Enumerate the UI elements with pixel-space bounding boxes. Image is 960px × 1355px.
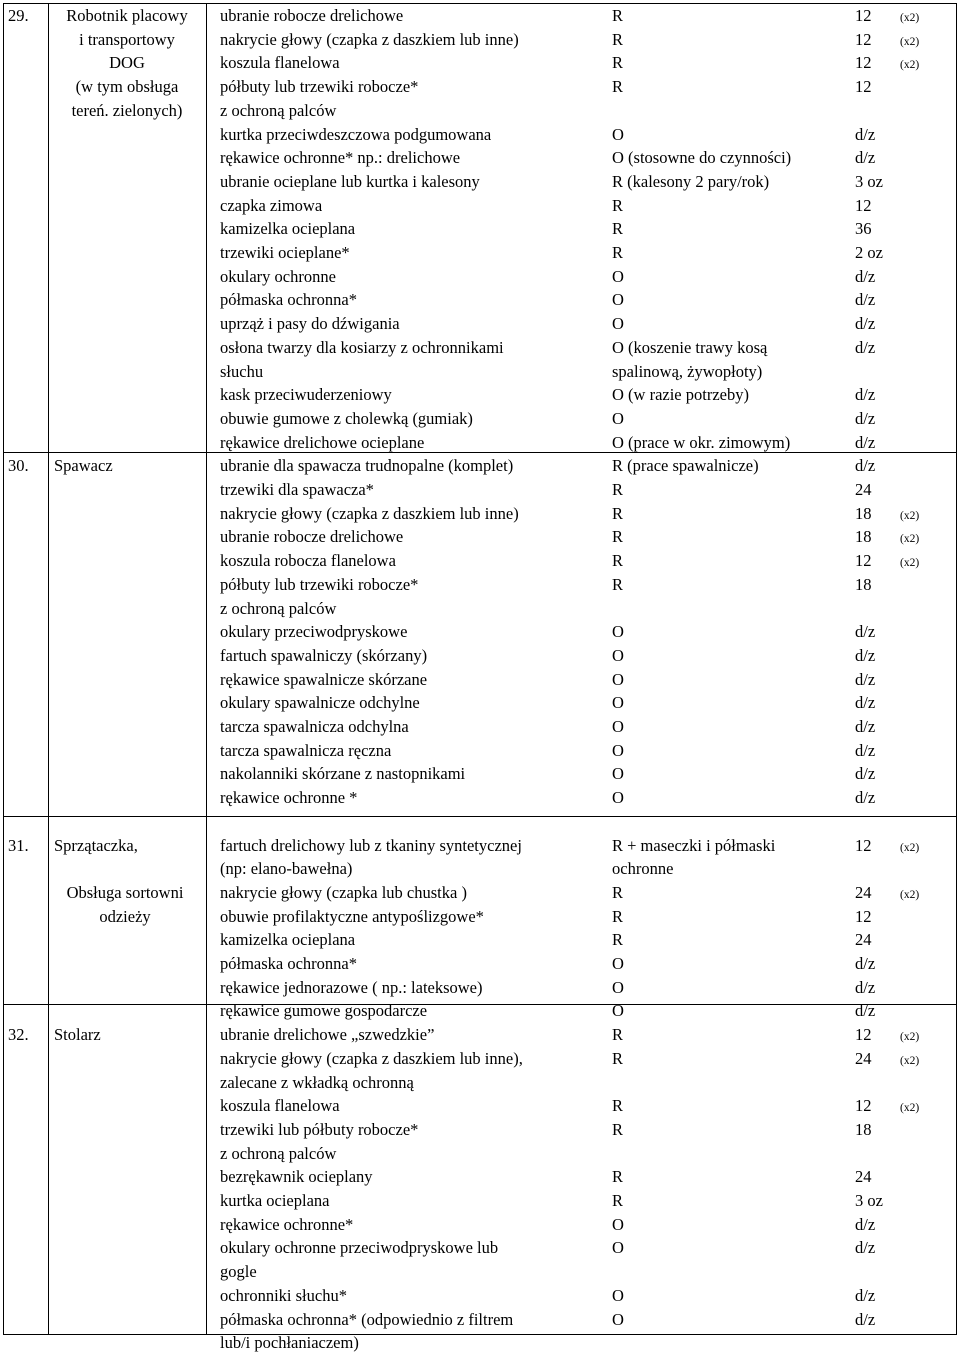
job-title-line: Robotnik placowy	[66, 6, 188, 25]
usage-period: 24	[855, 1167, 872, 1187]
issue-type: O (stosowne do czynności)	[612, 148, 792, 168]
usage-period: d/z	[855, 1309, 876, 1329]
usage-period: d/z	[855, 693, 876, 713]
item-name: rękawice ochronne*	[220, 1214, 354, 1234]
issue-type: O	[612, 314, 624, 334]
item-name: okulary przeciwodpryskowe	[220, 622, 408, 642]
usage-period: 36	[855, 219, 872, 239]
usage-period: 12	[855, 1096, 872, 1116]
usage-period: d/z	[855, 764, 876, 784]
quantity-note: (x2)	[900, 12, 920, 24]
item-name: koszula flanelowa	[220, 1096, 340, 1116]
usage-period: d/z	[855, 314, 876, 334]
issue-type: R	[612, 243, 624, 262]
usage-period: d/z	[855, 337, 876, 357]
issue-type: R	[612, 29, 624, 49]
item-name: półmaska ochronna*	[220, 954, 358, 973]
item-name: fartuch spawalniczy (skórzany)	[220, 645, 428, 665]
usage-period: 12	[855, 551, 872, 571]
usage-period: 12	[855, 53, 872, 73]
row-number: 30.	[8, 456, 29, 476]
issue-type: spalinową, żywopłoty)	[612, 361, 763, 381]
usage-period: 24	[855, 480, 872, 499]
item-name: nakrycie głowy (czapka z daszkiem lub inne)	[220, 29, 519, 49]
item-name: ubranie ocieplane lub kurtka i kalesony	[220, 171, 480, 191]
item-name: kurtka przeciwdeszczowa podgumowana	[220, 124, 492, 144]
issue-type: R	[612, 882, 624, 902]
usage-period: d/z	[855, 266, 876, 286]
item-name: bezrękawnik ocieplany	[220, 1167, 373, 1187]
issue-type: O	[612, 954, 624, 973]
issue-type: R	[612, 906, 624, 926]
quantity-note: (x2)	[900, 1054, 920, 1067]
item-name: tarcza spawalnicza odchylna	[220, 717, 409, 736]
usage-period: 12	[855, 195, 872, 215]
usage-period: 12	[855, 6, 872, 25]
usage-period: 18	[855, 527, 872, 547]
issue-type: R	[612, 551, 624, 571]
item-name: rękawice jednorazowe ( np.: lateksowe)	[220, 977, 483, 997]
usage-period: d/z	[855, 1285, 876, 1305]
item-name: rękawice drelichowe ocieplane	[220, 432, 425, 452]
usage-period: d/z	[855, 456, 876, 476]
issue-type: R	[612, 574, 624, 594]
usage-period: 18	[855, 1119, 872, 1139]
issue-type: R	[612, 527, 624, 547]
usage-period: d/z	[855, 124, 876, 144]
quantity-note: (x2)	[900, 888, 920, 901]
quantity-note: (x2)	[900, 509, 920, 522]
usage-period: d/z	[855, 385, 876, 405]
quantity-note: (x2)	[900, 59, 920, 72]
issue-type: O	[612, 622, 624, 642]
usage-period: 18	[855, 574, 872, 594]
issue-type: R	[612, 1167, 624, 1187]
item-name: fartuch drelichowy lub z tkaniny syntetycznej	[220, 835, 522, 855]
item-name: uprząż i pasy do dźwigania	[220, 314, 400, 334]
item-name: osłona twarzy dla kosiarzy z ochronnikami	[220, 337, 504, 357]
item-name: trzewiki dla spawacza*	[220, 480, 374, 499]
quantity-note: (x2)	[900, 841, 920, 854]
issue-type: R (kalesony 2 pary/rok)	[612, 171, 770, 191]
item-name: nakrycie głowy (czapka z daszkiem lub inne)	[220, 503, 519, 523]
job-title-line: Sprzątaczka,	[54, 835, 138, 855]
job-title-line: (w tym obsługa	[75, 77, 179, 97]
item-name: koszula robocza flanelowa	[220, 551, 396, 571]
issue-type: O	[612, 740, 624, 760]
usage-period: d/z	[855, 740, 876, 760]
usage-period: d/z	[855, 954, 876, 973]
usage-period: d/z	[855, 622, 876, 642]
issue-type: O (w razie potrzeby)	[612, 385, 749, 405]
issue-type: O	[612, 1309, 624, 1329]
item-name: trzewiki ocieplane*	[220, 243, 350, 262]
issue-type: O	[612, 1214, 624, 1234]
item-name: rękawice ochronne* np.: drelichowe	[220, 148, 461, 168]
issue-type: R	[612, 6, 624, 25]
item-name: kurtka ocieplana	[220, 1191, 330, 1210]
issue-type: R	[612, 1191, 624, 1210]
usage-period: d/z	[855, 977, 876, 997]
job-title-line: Spawacz	[54, 456, 113, 476]
job-title-line: odzieży	[99, 906, 151, 926]
issue-type: O	[612, 717, 624, 736]
usage-period: d/z	[855, 1001, 876, 1021]
item-name: ubranie robocze drelichowe	[220, 6, 404, 25]
item-name: czapka zimowa	[220, 195, 323, 215]
usage-period: d/z	[855, 290, 876, 310]
issue-type: O	[612, 788, 624, 808]
issue-type: R + maseczki i półmaski	[612, 835, 776, 855]
item-name: ochronniki słuchu*	[220, 1285, 347, 1305]
issue-type: O	[612, 124, 624, 144]
usage-period: 3 oz	[855, 1191, 883, 1210]
issue-type: R	[612, 53, 624, 73]
usage-period: 24	[855, 882, 872, 902]
usage-period: d/z	[855, 717, 876, 736]
item-name: półbuty lub trzewiki robocze*	[220, 574, 419, 594]
quantity-note: (x2)	[900, 35, 920, 48]
item-name: z ochroną palców	[220, 1143, 337, 1163]
usage-period: d/z	[855, 432, 876, 452]
item-name: nakrycie głowy (czapka lub chustka )	[220, 882, 467, 902]
item-name: z ochroną palców	[220, 100, 337, 120]
usage-period: 18	[855, 503, 872, 523]
item-name: ubranie robocze drelichowe	[220, 527, 404, 547]
issue-type: O	[612, 764, 624, 784]
item-name: ubranie dla spawacza trudnopalne (komplet)	[220, 456, 514, 476]
issue-type: O	[612, 645, 624, 665]
job-title-line: i transportowy	[79, 29, 175, 49]
item-name: nakolanniki skórzane z nastopnikami	[220, 764, 466, 784]
row-number: 29.	[8, 6, 29, 25]
usage-period: 12	[855, 77, 872, 97]
item-name: okulary spawalnicze odchylne	[220, 693, 420, 713]
issue-type: O (koszenie trawy kosą	[612, 337, 768, 357]
item-name: tarcza spawalnicza ręczna	[220, 740, 392, 760]
usage-period: d/z	[855, 1214, 876, 1234]
issue-type: ochronne	[612, 859, 674, 879]
issue-type: R	[612, 1048, 624, 1068]
issue-type: R	[612, 195, 624, 215]
usage-period: d/z	[855, 788, 876, 808]
issue-type: O	[612, 1285, 624, 1305]
usage-period: d/z	[855, 645, 876, 665]
quantity-note: (x2)	[900, 1102, 920, 1115]
quantity-note: (x2)	[900, 557, 920, 570]
item-name: gogle	[220, 1262, 257, 1282]
item-name: zalecane z wkładką ochronną	[220, 1072, 414, 1092]
item-name: półmaska ochronna* (odpowiednio z filtrem	[220, 1309, 514, 1329]
item-name: rękawice spawalnicze skórzane	[220, 669, 428, 689]
item-name: okulary ochronne	[220, 266, 336, 286]
column-divider	[206, 3, 207, 1335]
usage-period: d/z	[855, 669, 876, 689]
item-name: koszula flanelowa	[220, 53, 340, 73]
job-title-line: tereń. zielonych)	[71, 100, 183, 120]
item-name: z ochroną palców	[220, 598, 337, 618]
usage-period: d/z	[855, 408, 876, 428]
item-name: ubranie drelichowe „szwedzkie”	[220, 1025, 435, 1045]
issue-type: R	[612, 219, 624, 239]
item-name: lub/i pochłaniaczem)	[220, 1333, 359, 1353]
item-name: kamizelka ocieplana	[220, 930, 356, 950]
issue-type: R	[612, 1025, 624, 1045]
item-name: trzewiki lub półbuty robocze*	[220, 1119, 419, 1139]
usage-period: 12	[855, 835, 872, 855]
issue-type: O	[612, 693, 624, 713]
usage-period: 24	[855, 1048, 872, 1068]
row-divider	[3, 452, 957, 453]
quantity-note: (x2)	[900, 1031, 920, 1044]
issue-type: R	[612, 480, 624, 499]
usage-period: 12	[855, 29, 872, 49]
issue-type: R	[612, 1119, 624, 1139]
row-divider	[3, 1334, 957, 1335]
issue-type: R	[612, 1096, 624, 1116]
job-title-line: Stolarz	[54, 1025, 101, 1045]
item-name: okulary ochronne przeciwodpryskowe lub	[220, 1238, 499, 1258]
column-divider	[48, 3, 49, 1335]
issue-type: O	[612, 290, 624, 310]
issue-type: O	[612, 1238, 624, 1258]
item-name: słuchu	[220, 361, 264, 381]
usage-period: 3 oz	[855, 171, 883, 191]
issue-type: R (prace spawalnicze)	[612, 456, 759, 476]
usage-period: 2 oz	[855, 243, 883, 262]
item-name: obuwie profilaktyczne antypoślizgowe*	[220, 906, 484, 926]
issue-type: O	[612, 408, 624, 428]
issue-type: O	[612, 669, 624, 689]
issue-type: O	[612, 977, 624, 997]
item-name: kask przeciwuderzeniowy	[220, 385, 392, 405]
usage-period: d/z	[855, 1238, 876, 1258]
issue-type: R	[612, 930, 624, 950]
item-name: półbuty lub trzewiki robocze*	[220, 77, 419, 97]
item-name: rękawice gumowe gospodarcze	[220, 1001, 428, 1021]
row-divider	[3, 816, 957, 817]
item-name: półmaska ochronna*	[220, 290, 358, 310]
issue-type: O (prace w okr. zimowym)	[612, 432, 791, 452]
usage-period: 12	[855, 906, 872, 926]
row-divider	[3, 1004, 957, 1005]
issue-type: R	[612, 503, 624, 523]
column-divider	[3, 3, 4, 1335]
issue-type: R	[612, 77, 624, 97]
job-title-line: Obsługa sortowni	[66, 882, 184, 902]
item-name: rękawice ochronne *	[220, 788, 358, 808]
row-number: 31.	[8, 835, 29, 855]
issue-type: O	[612, 1001, 624, 1021]
usage-period: 24	[855, 930, 872, 950]
issue-type: O	[612, 266, 624, 286]
item-name: obuwie gumowe z cholewką (gumiak)	[220, 408, 473, 428]
usage-period: d/z	[855, 148, 876, 168]
column-divider	[956, 3, 957, 1335]
row-number: 32.	[8, 1025, 29, 1045]
item-name: kamizelka ocieplana	[220, 219, 356, 239]
job-title-line: DOG	[109, 53, 145, 73]
quantity-note: (x2)	[900, 533, 920, 546]
item-name: (np: elano-bawełna)	[220, 859, 353, 879]
item-name: nakrycie głowy (czapka z daszkiem lub inne),	[220, 1048, 523, 1068]
usage-period: 12	[855, 1025, 872, 1045]
